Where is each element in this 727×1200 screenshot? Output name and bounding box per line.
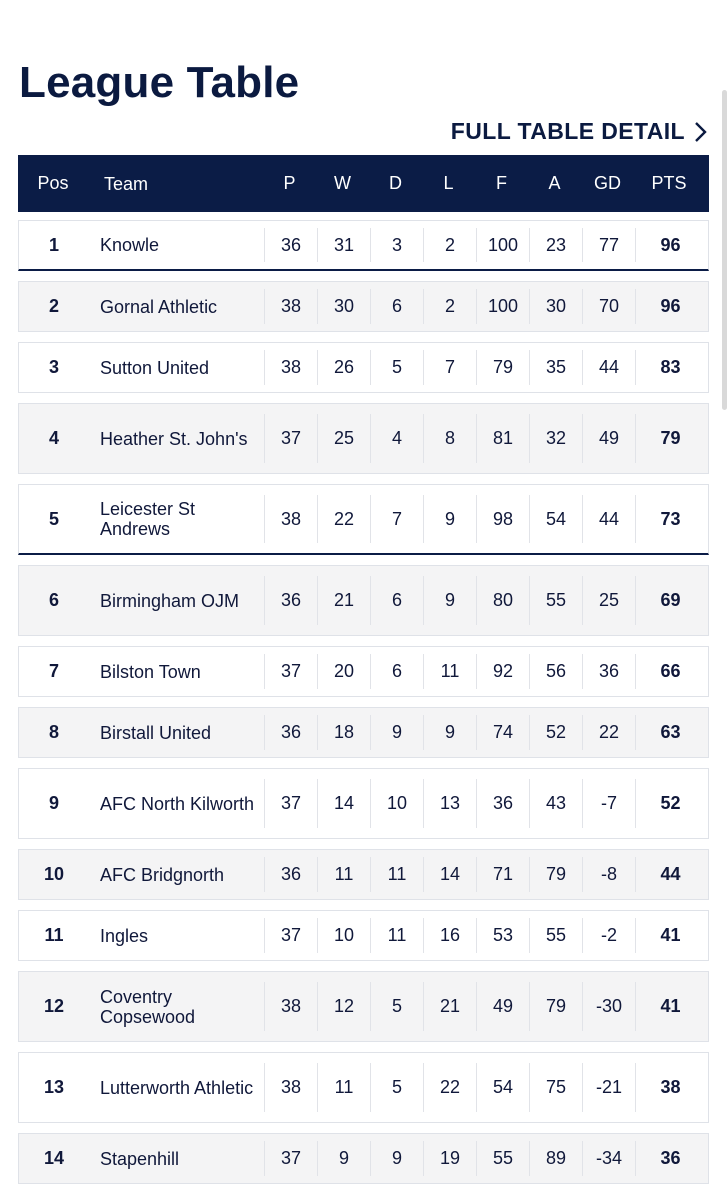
chevron-right-icon [693, 121, 707, 143]
cell-for: 54 [476, 1063, 529, 1111]
cell-points: 83 [635, 350, 705, 384]
cell-lost: 9 [423, 495, 476, 543]
cell-points: 44 [635, 857, 705, 891]
cell-team: AFC North Kilworth [100, 793, 255, 814]
cell-pos: 13 [43, 1077, 65, 1097]
header-won[interactable]: W [334, 173, 351, 193]
cell-team: Gornal Athletic [100, 296, 218, 317]
cell-against: 54 [529, 495, 582, 543]
cell-team: Bilston Town [100, 661, 201, 682]
cell-goal-difference: -34 [582, 1141, 635, 1175]
cell-goal-difference: -2 [582, 918, 635, 952]
cell-played: 37 [264, 1141, 317, 1175]
cell-pos: 6 [48, 590, 59, 610]
cell-lost: 16 [423, 918, 476, 952]
cell-against: 35 [529, 350, 582, 384]
cell-pos: 4 [48, 428, 59, 448]
cell-won: 12 [317, 982, 370, 1030]
header-goal-difference[interactable]: GD [594, 173, 621, 193]
cell-pos: 5 [48, 508, 59, 529]
table-row[interactable] [18, 484, 709, 555]
cell-team: Heather St. John's [100, 428, 248, 449]
cell-team: Leicester St Andrews [100, 499, 196, 539]
cell-goal-difference: 77 [582, 228, 635, 262]
table-row[interactable] [18, 220, 709, 271]
cell-team: Sutton United [100, 357, 210, 378]
cell-against: 79 [529, 857, 582, 891]
cell-drawn: 5 [370, 1063, 423, 1111]
cell-lost: 22 [423, 1063, 476, 1111]
cell-for: 79 [476, 350, 529, 384]
cell-drawn: 9 [370, 715, 423, 749]
table-row[interactable] [18, 565, 709, 636]
table-row[interactable] [18, 768, 709, 839]
cell-won: 11 [317, 857, 370, 891]
cell-won: 22 [317, 495, 370, 543]
header-lost[interactable]: L [443, 173, 454, 193]
cell-goal-difference: 25 [582, 576, 635, 624]
cell-won: 9 [317, 1141, 370, 1175]
cell-won: 11 [317, 1063, 370, 1111]
scrollbar[interactable] [722, 90, 727, 410]
header-pos[interactable]: Pos [37, 173, 69, 193]
cell-for: 36 [476, 779, 529, 827]
header-played[interactable]: P [283, 173, 296, 193]
cell-team: Lutterworth Athletic [100, 1077, 254, 1098]
table-row[interactable] [18, 707, 709, 758]
cell-pos: 10 [43, 864, 65, 884]
cell-for: 53 [476, 918, 529, 952]
cell-goal-difference: 22 [582, 715, 635, 749]
cell-won: 26 [317, 350, 370, 384]
cell-won: 18 [317, 715, 370, 749]
header-against[interactable]: A [548, 173, 561, 193]
cell-team: Birmingham OJM [100, 590, 240, 611]
cell-won: 20 [317, 654, 370, 688]
cell-pos: 3 [48, 357, 59, 377]
cell-goal-difference: 36 [582, 654, 635, 688]
cell-against: 56 [529, 654, 582, 688]
cell-for: 74 [476, 715, 529, 749]
cell-team: Knowle [100, 235, 160, 255]
cell-for: 55 [476, 1141, 529, 1175]
cell-against: 23 [529, 228, 582, 262]
cell-won: 14 [317, 779, 370, 827]
cell-lost: 19 [423, 1141, 476, 1175]
cell-for: 92 [476, 654, 529, 688]
cell-points: 96 [635, 228, 705, 262]
cell-drawn: 6 [370, 576, 423, 624]
cell-drawn: 5 [370, 350, 423, 384]
cell-against: 75 [529, 1063, 582, 1111]
cell-played: 37 [264, 414, 317, 462]
cell-pos: 12 [43, 996, 65, 1016]
cell-drawn: 6 [370, 289, 423, 323]
cell-team: AFC Bridgnorth [100, 864, 225, 885]
cell-against: 89 [529, 1141, 582, 1175]
cell-lost: 13 [423, 779, 476, 827]
cell-team: Ingles [100, 925, 149, 946]
cell-for: 49 [476, 982, 529, 1030]
cell-for: 100 [476, 289, 529, 323]
cell-lost: 14 [423, 857, 476, 891]
cell-against: 79 [529, 982, 582, 1030]
cell-played: 38 [264, 495, 317, 543]
cell-goal-difference: 44 [582, 350, 635, 384]
cell-drawn: 7 [370, 495, 423, 543]
cell-played: 38 [264, 1063, 317, 1111]
cell-goal-difference: -7 [582, 779, 635, 827]
cell-pos: 2 [48, 296, 59, 316]
cell-played: 37 [264, 779, 317, 827]
cell-pos: 1 [48, 234, 59, 255]
cell-played: 36 [264, 857, 317, 891]
cell-lost: 7 [423, 350, 476, 384]
cell-pos: 14 [43, 1148, 65, 1168]
cell-won: 25 [317, 414, 370, 462]
cell-against: 55 [529, 918, 582, 952]
cell-played: 38 [264, 982, 317, 1030]
cell-for: 98 [476, 495, 529, 543]
cell-lost: 8 [423, 414, 476, 462]
table-row[interactable] [18, 849, 709, 900]
cell-pos: 7 [48, 661, 59, 681]
cell-goal-difference: 49 [582, 414, 635, 462]
cell-played: 36 [264, 715, 317, 749]
header-drawn[interactable]: D [389, 173, 402, 193]
cell-points: 38 [635, 1063, 705, 1111]
table-row[interactable] [18, 1052, 709, 1123]
cell-lost: 21 [423, 982, 476, 1030]
table-header [18, 155, 709, 212]
cell-points: 41 [635, 918, 705, 952]
cell-team: Stapenhill [100, 1148, 180, 1169]
table-row[interactable] [18, 281, 709, 332]
cell-points: 36 [635, 1141, 705, 1175]
cell-pos: 9 [48, 793, 59, 813]
cell-won: 21 [317, 576, 370, 624]
cell-goal-difference: -21 [582, 1063, 635, 1111]
header-for[interactable]: F [496, 173, 507, 193]
cell-points: 66 [635, 654, 705, 688]
cell-points: 69 [635, 576, 705, 624]
cell-played: 36 [264, 228, 317, 262]
cell-drawn: 4 [370, 414, 423, 462]
header-points[interactable]: PTS [651, 173, 687, 193]
cell-against: 30 [529, 289, 582, 323]
cell-against: 55 [529, 576, 582, 624]
cell-for: 71 [476, 857, 529, 891]
header-team[interactable]: Team [104, 173, 149, 194]
cell-drawn: 9 [370, 1141, 423, 1175]
cell-for: 100 [476, 228, 529, 262]
cell-lost: 9 [423, 576, 476, 624]
cell-for: 80 [476, 576, 529, 624]
cell-points: 73 [635, 495, 705, 543]
cell-played: 36 [264, 576, 317, 624]
full-table-detail-link[interactable] [451, 118, 707, 145]
table-body [18, 220, 709, 1194]
table-row[interactable] [18, 910, 709, 961]
cell-goal-difference: 70 [582, 289, 635, 323]
cell-goal-difference: -8 [582, 857, 635, 891]
table-row[interactable] [18, 403, 709, 474]
cell-drawn: 11 [370, 857, 423, 891]
cell-played: 37 [264, 918, 317, 952]
cell-drawn: 6 [370, 654, 423, 688]
cell-pos: 8 [48, 722, 59, 742]
full-table-detail-label: FULL TABLE DETAIL [450, 118, 685, 144]
cell-goal-difference: 44 [582, 495, 635, 543]
cell-points: 63 [635, 715, 705, 749]
cell-won: 10 [317, 918, 370, 952]
cell-points: 96 [635, 289, 705, 323]
cell-goal-difference: -30 [582, 982, 635, 1030]
cell-points: 52 [635, 779, 705, 827]
cell-points: 79 [635, 414, 705, 462]
cell-against: 43 [529, 779, 582, 827]
cell-for: 81 [476, 414, 529, 462]
table-row[interactable] [18, 342, 709, 393]
cell-team: Coventry Copsewood [100, 986, 196, 1027]
cell-played: 37 [264, 654, 317, 688]
cell-team: Birstall United [100, 722, 212, 743]
cell-lost: 2 [423, 289, 476, 323]
cell-drawn: 11 [370, 918, 423, 952]
cell-against: 52 [529, 715, 582, 749]
cell-played: 38 [264, 350, 317, 384]
cell-drawn: 5 [370, 982, 423, 1030]
cell-points: 41 [635, 982, 705, 1030]
cell-drawn: 3 [370, 228, 423, 262]
cell-lost: 11 [423, 654, 476, 688]
cell-won: 31 [317, 228, 370, 262]
page-title: League Table [19, 58, 300, 107]
cell-drawn: 10 [370, 779, 423, 827]
table-row[interactable] [18, 971, 709, 1042]
cell-lost: 2 [423, 228, 476, 262]
cell-played: 38 [264, 289, 317, 323]
table-row[interactable] [18, 646, 709, 697]
cell-lost: 9 [423, 715, 476, 749]
table-row[interactable] [18, 1133, 709, 1184]
cell-won: 30 [317, 289, 370, 323]
cell-against: 32 [529, 414, 582, 462]
cell-pos: 11 [44, 925, 64, 945]
